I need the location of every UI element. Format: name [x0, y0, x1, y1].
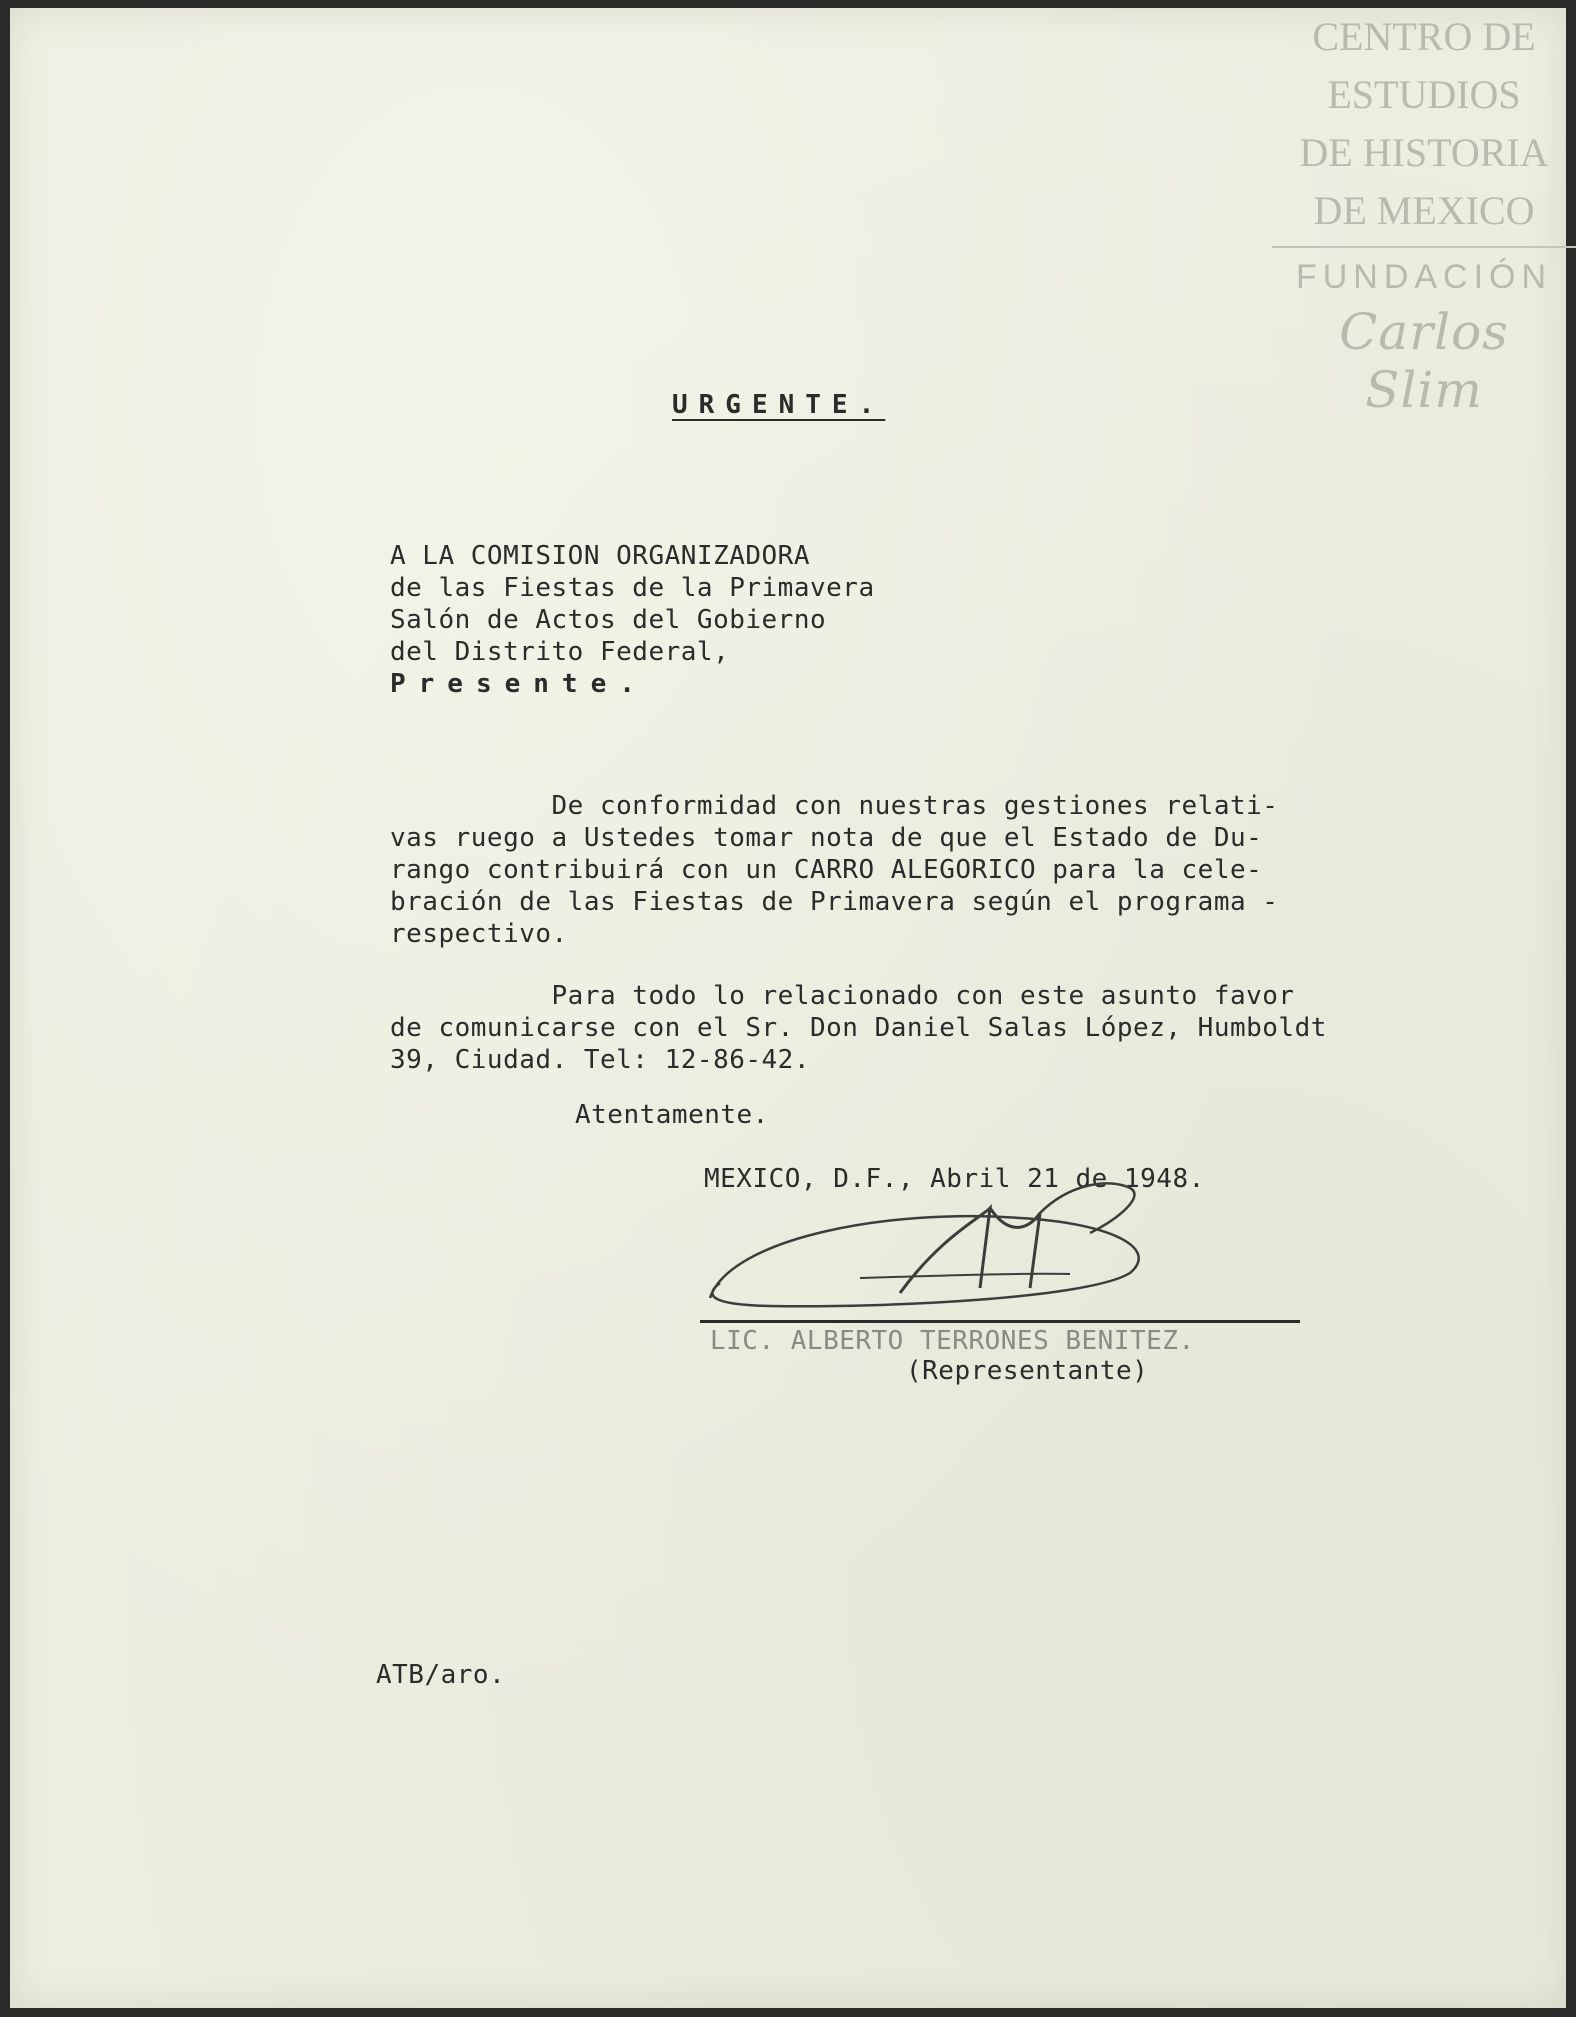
- watermark-divider: [1272, 246, 1576, 248]
- paragraph-line: de comunicarse con el Sr. Don Daniel Salas López, Humboldt: [390, 1013, 1327, 1043]
- paragraph-line: Para todo lo relacionado con este asunto favor: [390, 981, 1295, 1011]
- watermark-line: DE MEXICO: [1313, 188, 1535, 233]
- paragraph-line: vas ruego a Ustedes tomar nota de que el Estado de Du-: [390, 823, 1263, 853]
- paragraph-line: De conformidad con nuestras gestiones relati-: [390, 791, 1279, 821]
- watermark-line: CENTRO DE: [1312, 14, 1536, 59]
- watermark-fundacion: FUNDACIÓN: [1295, 258, 1553, 296]
- signer-title: (Representante): [906, 1356, 1149, 1386]
- closing-text: Atentamente.: [575, 1100, 769, 1130]
- archive-watermark: [1272, 8, 1576, 419]
- paragraph-line: bración de las Fiestas de Primavera según el programa -: [390, 887, 1279, 917]
- address-line: del Distrito Federal,: [390, 637, 730, 667]
- presente-text: Presente.: [390, 669, 648, 699]
- reference-initials: ATB/aro.: [376, 1660, 506, 1690]
- signature-rule: [700, 1320, 1300, 1323]
- address-presente: [390, 668, 648, 700]
- address-line: Salón de Actos del Gobierno: [390, 605, 827, 635]
- paragraph-line: rango contribuirá con un CARRO ALEGORICO para la cele-: [390, 855, 1263, 885]
- watermark-line: DE HISTORIA: [1299, 130, 1549, 175]
- watermark-line: ESTUDIOS: [1327, 72, 1521, 117]
- signer-name: LIC. ALBERTO TERRONES BENITEZ.: [710, 1326, 1195, 1356]
- document-page: [10, 8, 1566, 2008]
- paragraph-line: respectivo.: [390, 919, 568, 949]
- letter-heading: URGENTE.: [672, 390, 886, 420]
- address-line: de las Fiestas de la Primavera: [390, 573, 875, 603]
- watermark-script-logo: Carlos Slim: [1339, 303, 1509, 419]
- address-line: A LA COMISION ORGANIZADORA: [390, 541, 810, 571]
- date-line: MEXICO, D.F., Abril 21 de 1948.: [704, 1164, 1205, 1194]
- handwritten-signature: [690, 1178, 1210, 1328]
- paragraph-line: 39, Ciudad. Tel: 12-86-42.: [390, 1045, 810, 1075]
